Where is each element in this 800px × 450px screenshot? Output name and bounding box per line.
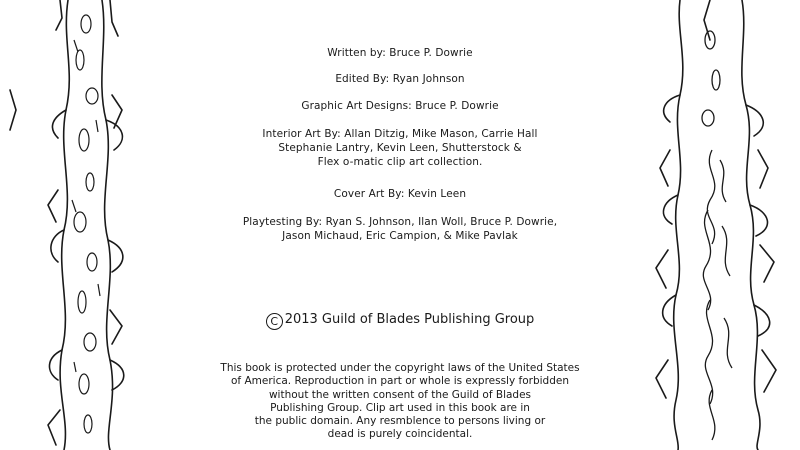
notice-line-2: of America. Reproduction in part or whole is expressly forbidden [231,375,569,388]
notice-line-3: without the written consent of the Guild of Blades [268,388,532,401]
copyright-text: 2013 Guild of Blades Publishing Group [284,312,535,327]
interior-art-block [180,127,620,169]
playtesting-line-2: Jason Michaud, Eric Campion, & Mike Pavlak [282,230,518,242]
notice-line-4: Publishing Group. Clip art used in this book are in [270,401,530,414]
notice-line-1: This book is protected under the copyright laws of the United States [220,362,580,374]
interior-art-line-3: Flex o-matic clip art collection. [317,156,483,168]
playtesting-block [180,215,620,243]
interior-art-line-2: Stephanie Lantry, Kevin Leen, Shutterstock & [278,142,522,154]
edited-by-text: Edited By: Ryan Johnson [335,73,465,85]
written-by-line [180,46,620,60]
written-by-text: Written by: Bruce P. Dowrie [327,47,473,59]
cover-art-text: Cover Art By: Kevin Leen [333,188,467,200]
right-flame-border-decoration [650,0,800,450]
interior-art-line-1: Interior Art By: Allan Ditzig, Mike Mason, Carrie Hall [262,128,538,140]
graphic-art-text: Graphic Art Designs: Bruce P. Dowrie [301,100,499,112]
legal-notice [180,362,620,442]
notice-line-5: the public domain. Any resmblence to persons living or [254,415,546,428]
cover-art-line [180,187,620,201]
playtesting-line-1: Playtesting By: Ryan S. Johnson, Ilan Woll, Bruce P. Dowrie, [242,216,558,228]
copyright-icon: C [266,313,283,330]
copyright-line [180,311,620,330]
edited-by-line [180,72,620,86]
left-flame-border-decoration [0,0,150,450]
notice-line-6: dead is purely coincidental. [327,428,473,441]
graphic-art-line [180,99,620,113]
